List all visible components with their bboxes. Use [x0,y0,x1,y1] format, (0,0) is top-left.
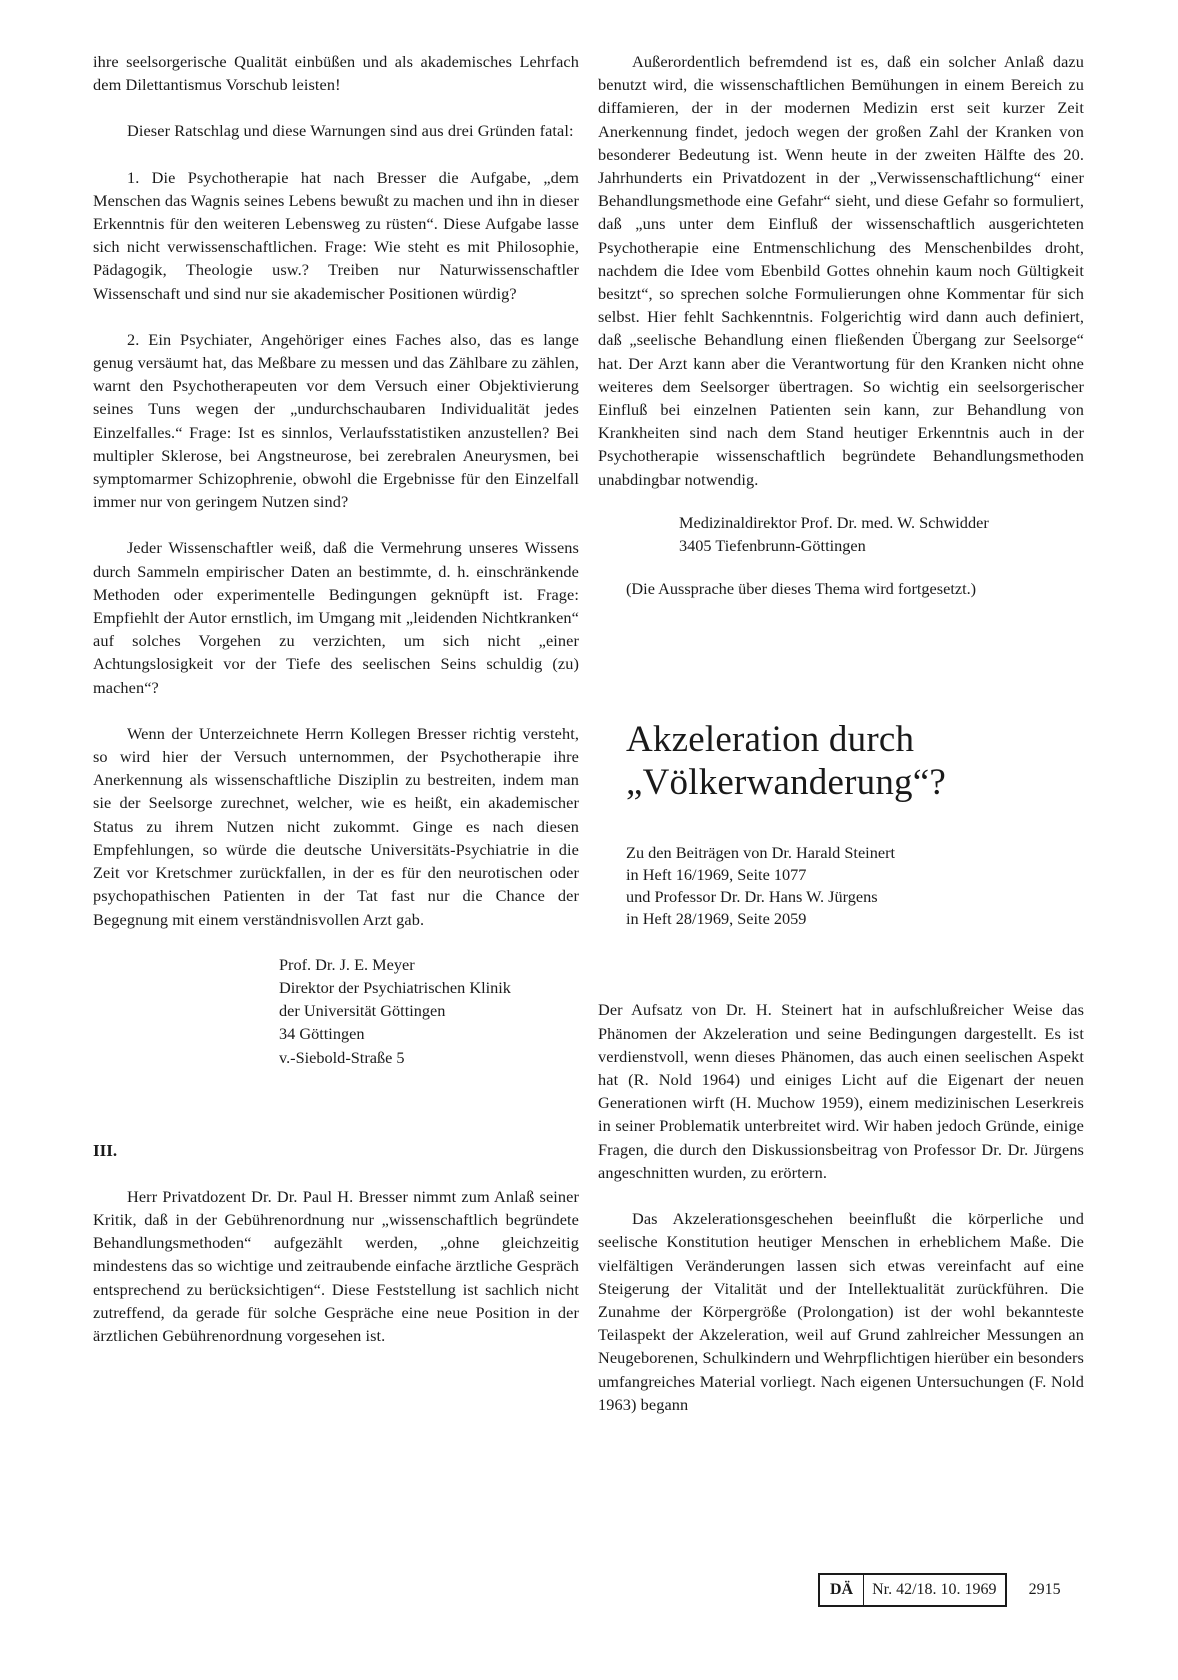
subheading-line: Zu den Beiträgen von Dr. Harald Steinert [626,843,896,863]
article-subheading [626,842,1084,930]
author-signature [679,511,1084,557]
paragraph: Dieser Ratschlag und diese Warnungen sind aus drei Gründen fatal: [127,121,574,141]
signature-line: 34 Göttingen [279,1024,365,1044]
section-heading: III. [93,1140,118,1160]
signature-line: Prof. Dr. J. E. Meyer [279,954,415,974]
paragraph: 2. Ein Psychiater, Angehöriger eines Faches also, das es lange genug versäumt hat, das Meßbare zu messen und das Zählbare zu zählen, warnt den Psychotherapeuten vor dem Versuch einer Objektivierung seines Tuns wegen der „undurchschaubaren Individualität jedes Einzelfalles.“ Frage: Ist es sinnlos, Verlaufsstatistiken anzustellen? Bei multipler Sklerose, bei Angstneurose, bei zerebralen Aneurysmen, bei symptomarmer Schizophrenie, obwohl die Ergebnisse für den Einzelfall immer nur von geringem Nutzen sind? [93,329,579,512]
paragraph: Das Akzelerationsgeschehen beeinflußt die körperliche und seelische Konstitution heutiger Menschen in erheblichem Maße. Die vielfältigen Veränderungen lassen sich etwas vereinfacht auf eine Steigerung der Vitalität und der Intellektualität zurückführen. Die Zunahme der Körpergröße (Prolongation) ist der wohl bekannteste Teilaspekt der Akzeleration, weil auf Grund zahlreicher Messungen an Neugeborenen, Schulkindern und Wehrpflichtigen hierüber ein besonders umfangreiches Material vorliegt. Nach eigenen Untersuchungen (F. Nold 1963) begann [598,1209,1084,1414]
left-column [93,50,579,1347]
article-headline [626,718,1084,804]
subheading-line: in Heft 28/1969, Seite 2059 [626,909,807,929]
paragraph: Wenn der Unterzeichnete Herrn Kollegen Bresser richtig versteht, so wird hier der Versuch unternommen, der Psychotherapie ihre Anerkennung als wissenschaftliche Disziplin zu bestreiten, indem man sie der Seelsorge zurechnet, welcher, wie es heißt, ein akademischer Status zu ihrem Nutzen nicht zukommt. Ginge es nach diesen Empfehlungen, so würde die deutsche Universitäts-Psychiatrie in die Zeit vor Kretschmer zurückfallen, in der es für den neurotischen oder psychopathischen Patienten in der Tat fast nur die Chance der Begegnung mit einem verständnisvollen Arzt gab. [93,723,579,929]
signature-line: Medizinaldirektor Prof. Dr. med. W. Schwidder [679,512,989,532]
subheading-line: in Heft 16/1969, Seite 1077 [626,865,807,885]
journal-abbreviation: DÄ [820,1575,864,1605]
paragraph: Der Aufsatz von Dr. H. Steinert hat in aufschlußreicher Weise das Phänomen der Akzeleration und seine Bedingungen dargestellt. Es ist verdienstvoll, wenn dieses Phänomen, das auch einen seelischen Aspekt hat (R. Nold 1964) und einiges Licht auf die Eigenart der neuen Generationen wirft (H. Muchow 1959), einem medizinischen Leserkreis in seiner Problematik unterbreitet wird. Wir haben jedoch Gründe, einige Fragen, die durch den Diskussionsbeitrag von Professor Dr. Dr. Jürgens angeschnitten wurden, zu erörtern. [598,1000,1084,1182]
page-footer [818,1574,1061,1606]
paragraph: ihre seelsorgerische Qualität einbüßen und als akademisches Lehrfach dem Dilettantismus Vorschub leisten! [93,52,579,95]
journal-badge [818,1573,1007,1607]
paragraph: Herr Privatdozent Dr. Dr. Paul H. Bresser nimmt zum Anlaß seiner Kritik, daß in der Gebührenordnung nur „wissenschaftlich begründete Behandlungsmethoden“ aufgezählt werden, „ohne gleichzeitig mindestens das so wichtige und zeitraubende einfache ärztliche Gespräch entsprechend zu berücksichtigen“. Diese Feststellung ist sachlich nicht zutreffend, da gerade für solche Gespräche eine neue Position in der ärztlichen Gebührenordnung vorgesehen ist. [93,1186,579,1345]
signature-line: v.-Siebold-Straße 5 [279,1047,405,1067]
page-number: 2915 [1028,1581,1061,1598]
paragraph: Jeder Wissenschaftler weiß, daß die Vermehrung unseres Wissens durch Sammeln empirischer Daten an bestimmte, d. h. einschränkende Methoden oder experimentelle Bedingungen geknüpft ist. Frage: Empfiehlt der Autor ernstlich, im Umgang mit „leidenden Nichtkranken“ auf solches Vorgehen zu verzichten, um sich nicht „einer Achtungslosigkeit vor der Tiefe des seelischen Seins schuldig (zu) machen“? [93,538,579,697]
signature-line: 3405 Tiefenbrunn-Göttingen [679,536,866,556]
author-signature [279,953,579,1069]
continued-note: (Die Aussprache über dieses Thema wird fortgesetzt.) [626,579,977,599]
right-column [598,50,1084,1416]
headline-line: Akzeleration durch [626,719,915,761]
headline-line: „Völkerwanderung“? [626,762,946,804]
issue-date: Nr. 42/18. 10. 1969 [872,1581,997,1598]
paragraph: Außerordentlich befremdend ist es, daß ein solcher Anlaß dazu benutzt wird, die wissenschaftlichen Bemühungen in einem Bereich zu diffamieren, der in der modernen Medizin erst seit kurzer Zeit Anerkennung findet, jedoch wegen der großen Zahl der Kranken von besonderer Bedeutung ist. Wenn heute in der zweiten Hälfte des 20. Jahrhunderts ein Privatdozent in der „Verwissenschaftlichung“ einer Behandlungsmethode eine Gefahr“ sieht, und diese Gefahr so formuliert, daß „uns unter dem Einfluß der wissenschaftlich ausgerichteten Psychotherapie eine Entmenschlichung des Menschenbildes droht, nachdem die Idee vom Ebenbild Gottes ohnehin kaum noch Gültigkeit besitzt“, so sprechen solche Formulierungen ohne Kommentar für sich selbst. Hier fehlt Sachkenntnis. Folgerichtig wird dann auch definiert, daß „seelische Behandlung einen fließenden Übergang zur Seelsorge“ hat. Der Arzt kann aber die Verantwortung für den Kranken nicht ohne weiteres dem Seelsorger übertragen. So wichtig ein seelsorgerischer Einfluß bei einzelnen Patienten sein kann, zur Behandlung von Krankheiten sind nach dem Stand heutiger Erkenntnis auch in der Psychotherapie wissenschaftlich begründete Behandlungsmethoden unabdingbar notwendig. [598,52,1084,489]
signature-line: der Universität Göttingen [279,1001,446,1021]
signature-line: Direktor der Psychiatrischen Klinik [279,977,511,997]
subheading-line: und Professor Dr. Dr. Hans W. Jürgens [626,887,878,907]
paragraph: 1. Die Psychotherapie hat nach Bresser die Aufgabe, „dem Menschen das Wagnis seines Lebens bewußt zu machen und ihn in dieser Erkenntnis für den weiteren Lebensweg zu rüsten“. Diese Aufgabe lasse sich nicht verwissenschaftlichen. Frage: Wie steht es mit Philosophie, Pädagogik, Theologie usw.? Treiben nur Naturwissenschaftler Wissenschaft und sind nur sie akademischer Positionen würdig? [93,167,579,303]
